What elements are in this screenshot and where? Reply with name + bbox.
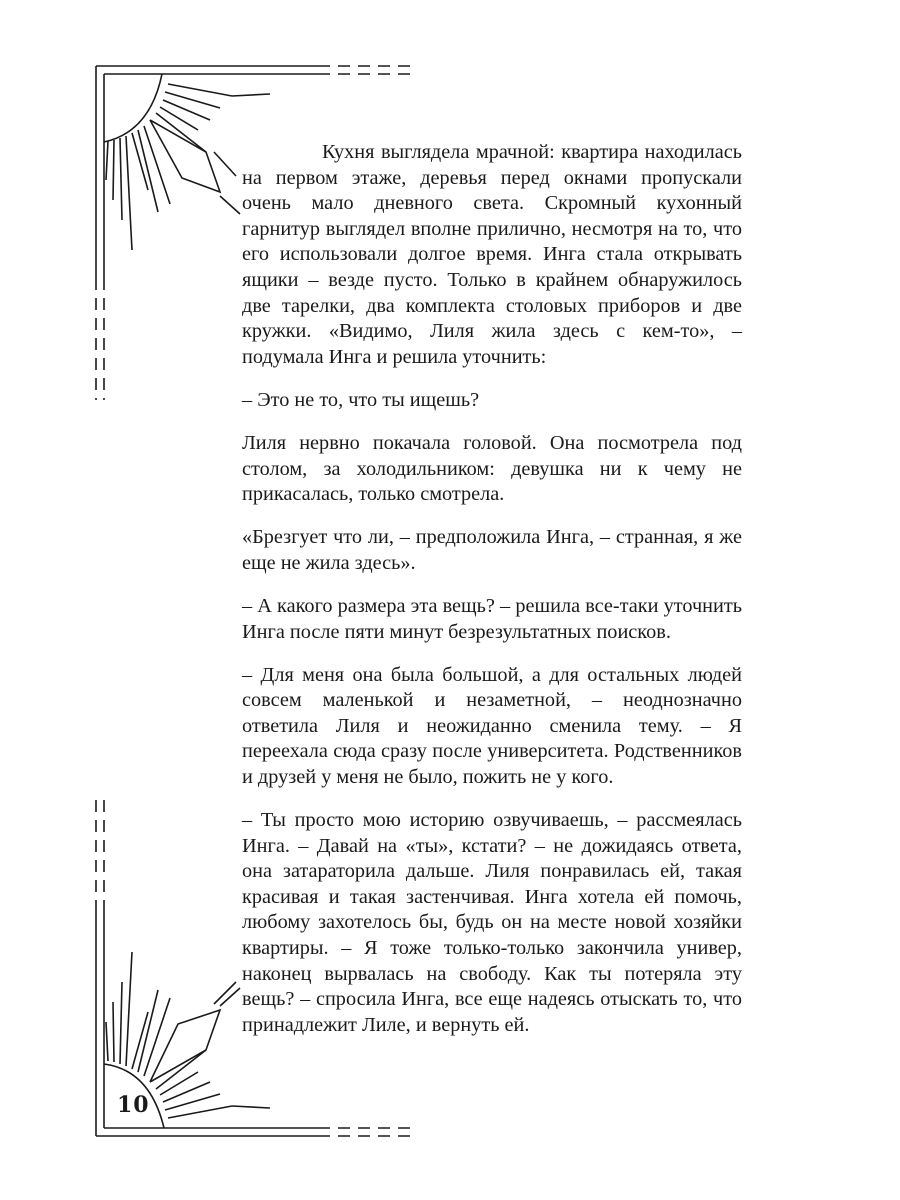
paragraph: Кухня выглядела мрачной: квартира находилась на первом этаже, деревья перед окнами пропускали очень мало дневного света. Скромный кухонный гарнитур выглядел вполне прилично, несмотря на то, что его использовали долгое время. Инга стала открывать ящики – везде пусто. Только в крайнем обнаружилось две тарелки, два комплекта столовых приборов и две кружки. «Видимо, Лиля жила здесь с кем-то», – подумала Инга и решила уточнить:: [242, 141, 742, 368]
paragraph: – Это не то, что ты ищешь?: [242, 388, 480, 411]
paragraph: «Брезгует что ли, – предположила Инга, – странная, я же еще не жила здесь».: [242, 526, 742, 574]
paragraph: – Ты просто мою историю озвучиваешь, – рассмеялась Инга. – Давай на «ты», кстати? – не дожидаясь ответа, она затараторила дальше. Лиля понравилась ей, такая красивая и такая застенчивая. Инга хотела ей помочь, любому захотелось бы, будь он на месте новой хозяйки квартиры. – Я тоже только-только закончила универ, наконец вырвалась на свободу. Как ты потеряла эту вещь? – спросила Инга, все еще надеясь отыскать то, что принадлежит Лиле, и вернуть ей.: [242, 809, 742, 1036]
paragraph: – Для меня она была большой, а для остальных людей совсем маленькой и незаметной, – неоднозначно ответила Лиля и неожиданно сменила тему. – Я переехала сюда сразу после университета. Родственников и друзей у меня не было, пожить не у кого.: [242, 663, 742, 788]
paragraph: – А какого размера эта вещь? – решила все-таки уточнить Инга после пяти минут безрезультатных поисков.: [242, 594, 742, 643]
page-number: 10: [117, 1092, 150, 1118]
paragraph: Лиля нервно покачала головой. Она посмотрела под столом, за холодильником: девушка ни к чему не прикасалась, только смотрела.: [242, 431, 742, 506]
main-text: [242, 140, 742, 1056]
